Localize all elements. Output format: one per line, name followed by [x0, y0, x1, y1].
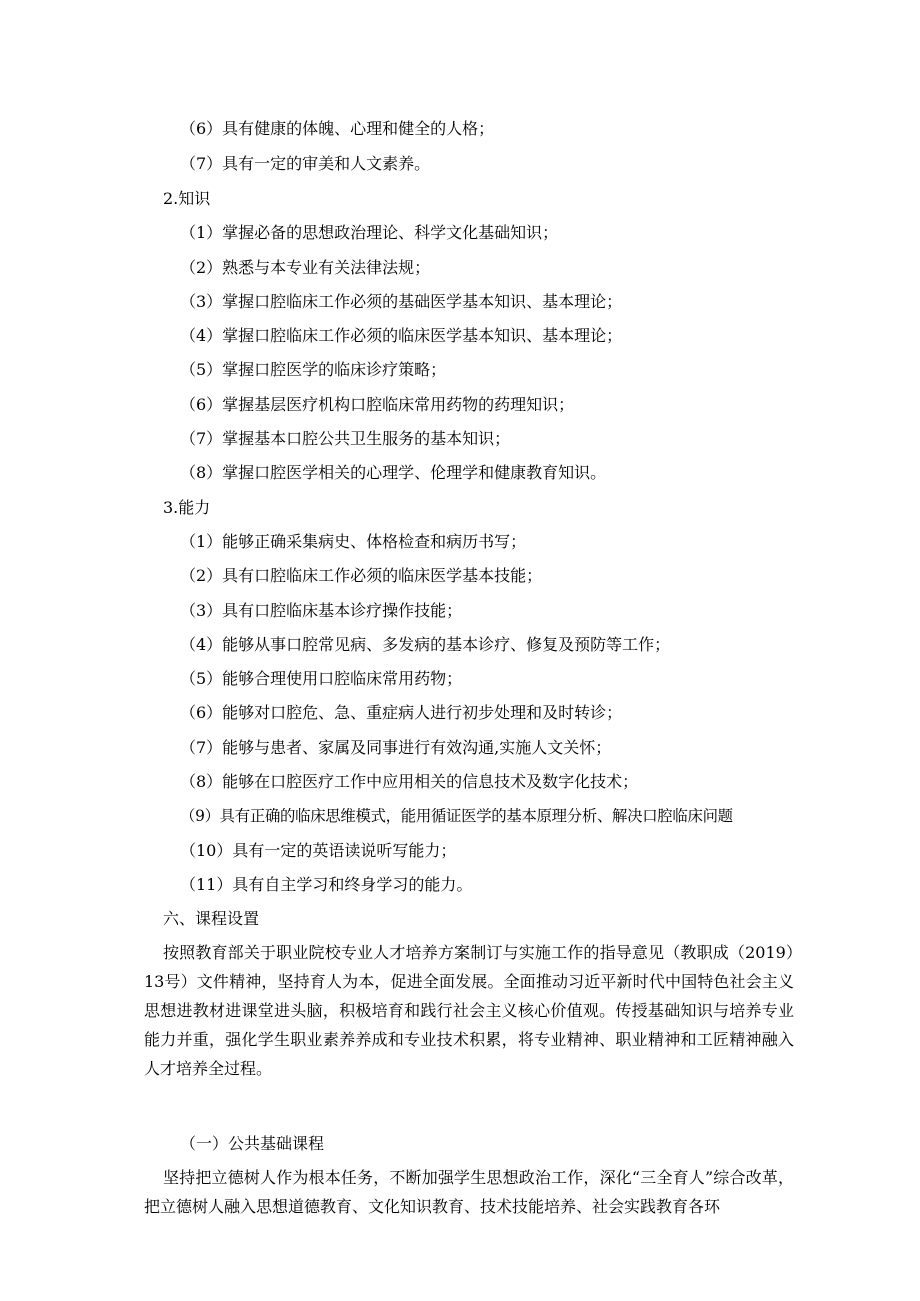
ability-heading: 3.能力 — [163, 498, 211, 517]
ability-item-5: （5）能够合理使用口腔临床常用药物； — [180, 669, 463, 688]
ability-item-7: （7）能够与患者、家属及同事进行有效沟通,实施人文关怀； — [180, 738, 612, 757]
courses-heading: 六、课程设置 — [163, 909, 260, 928]
knowledge-item-6: （6）掌握基层医疗机构口腔临床常用药物的药理知识； — [180, 395, 575, 414]
ability-item-2: （2）具有口腔临床工作必须的临床医学基本技能； — [180, 566, 543, 585]
courses-intro-paragraph: 按照教育部关于职业院校专业人才培养方案制订与实施工作的指导意见（教职成（2019）13号）文件精神，坚持育人为本，促进全面发展。全面推动习近平新时代中国特色社会主义思想进教材进课堂进头脑，积极培育和践行社会主义核心价值观。传授基础知识与培养专业能力并重，强化学生职业素养养成和专业技术积累，将专业精神、职业精神和工匠精神融入人才培养全过程。 — [144, 943, 794, 1078]
quality-item-6: （6）具有健康的体魄、心理和健全的人格； — [180, 119, 495, 138]
public-basic-courses-heading: （一）公共基础课程 — [180, 1134, 325, 1153]
ability-item-4: （4）能够从事口腔常见病、多发病的基本诊疗、修复及预防等工作； — [180, 635, 671, 654]
ability-item-3: （3）具有口腔临床基本诊疗操作技能； — [180, 601, 463, 620]
knowledge-item-4: （4）掌握口腔临床工作必须的临床医学基本知识、基本理论； — [180, 326, 623, 345]
ability-item-8: （8）能够在口腔医疗工作中应用相关的信息技术及数字化技术； — [180, 772, 639, 791]
knowledge-item-7: （7）掌握基本口腔公共卫生服务的基本知识； — [180, 429, 511, 448]
knowledge-heading: 2.知识 — [163, 189, 211, 208]
knowledge-item-5: （5）掌握口腔医学的临床诊疗策略； — [180, 360, 447, 379]
public-basic-courses-paragraph: 坚持把立德树人作为根本任务，不断加强学生思想政治工作，深化“三全育人”综合改革，把立德树人融入思想道德教育、文化知识教育、技术技能培养、社会实践教育各环 — [144, 1168, 794, 1216]
knowledge-item-3: （3）掌握口腔临床工作必须的基础医学基本知识、基本理论； — [180, 292, 623, 311]
knowledge-item-8: （8）掌握口腔医学相关的心理学、伦理学和健康教育知识。 — [180, 463, 607, 482]
ability-item-10: （10）具有一定的英语读说听写能力； — [180, 841, 457, 860]
ability-item-1: （1）能够正确采集病史、体格检查和病历书写； — [180, 532, 527, 551]
ability-item-11: （11）具有自主学习和终身学习的能力。 — [180, 875, 473, 894]
quality-item-7: （7）具有一定的审美和人文素养。 — [180, 154, 431, 173]
ability-item-9: （9）具有正确的临床思维模式，能用循证医学的基本原理分析、解决口腔临床问题 — [180, 807, 733, 825]
ability-item-6: （6）能够对口腔危、急、重症病人进行初步处理和及时转诊； — [180, 703, 623, 722]
knowledge-item-2: （2）熟悉与本专业有关法律法规； — [180, 258, 431, 277]
knowledge-item-1: （1）掌握必备的思想政治理论、科学文化基础知识； — [180, 223, 559, 242]
